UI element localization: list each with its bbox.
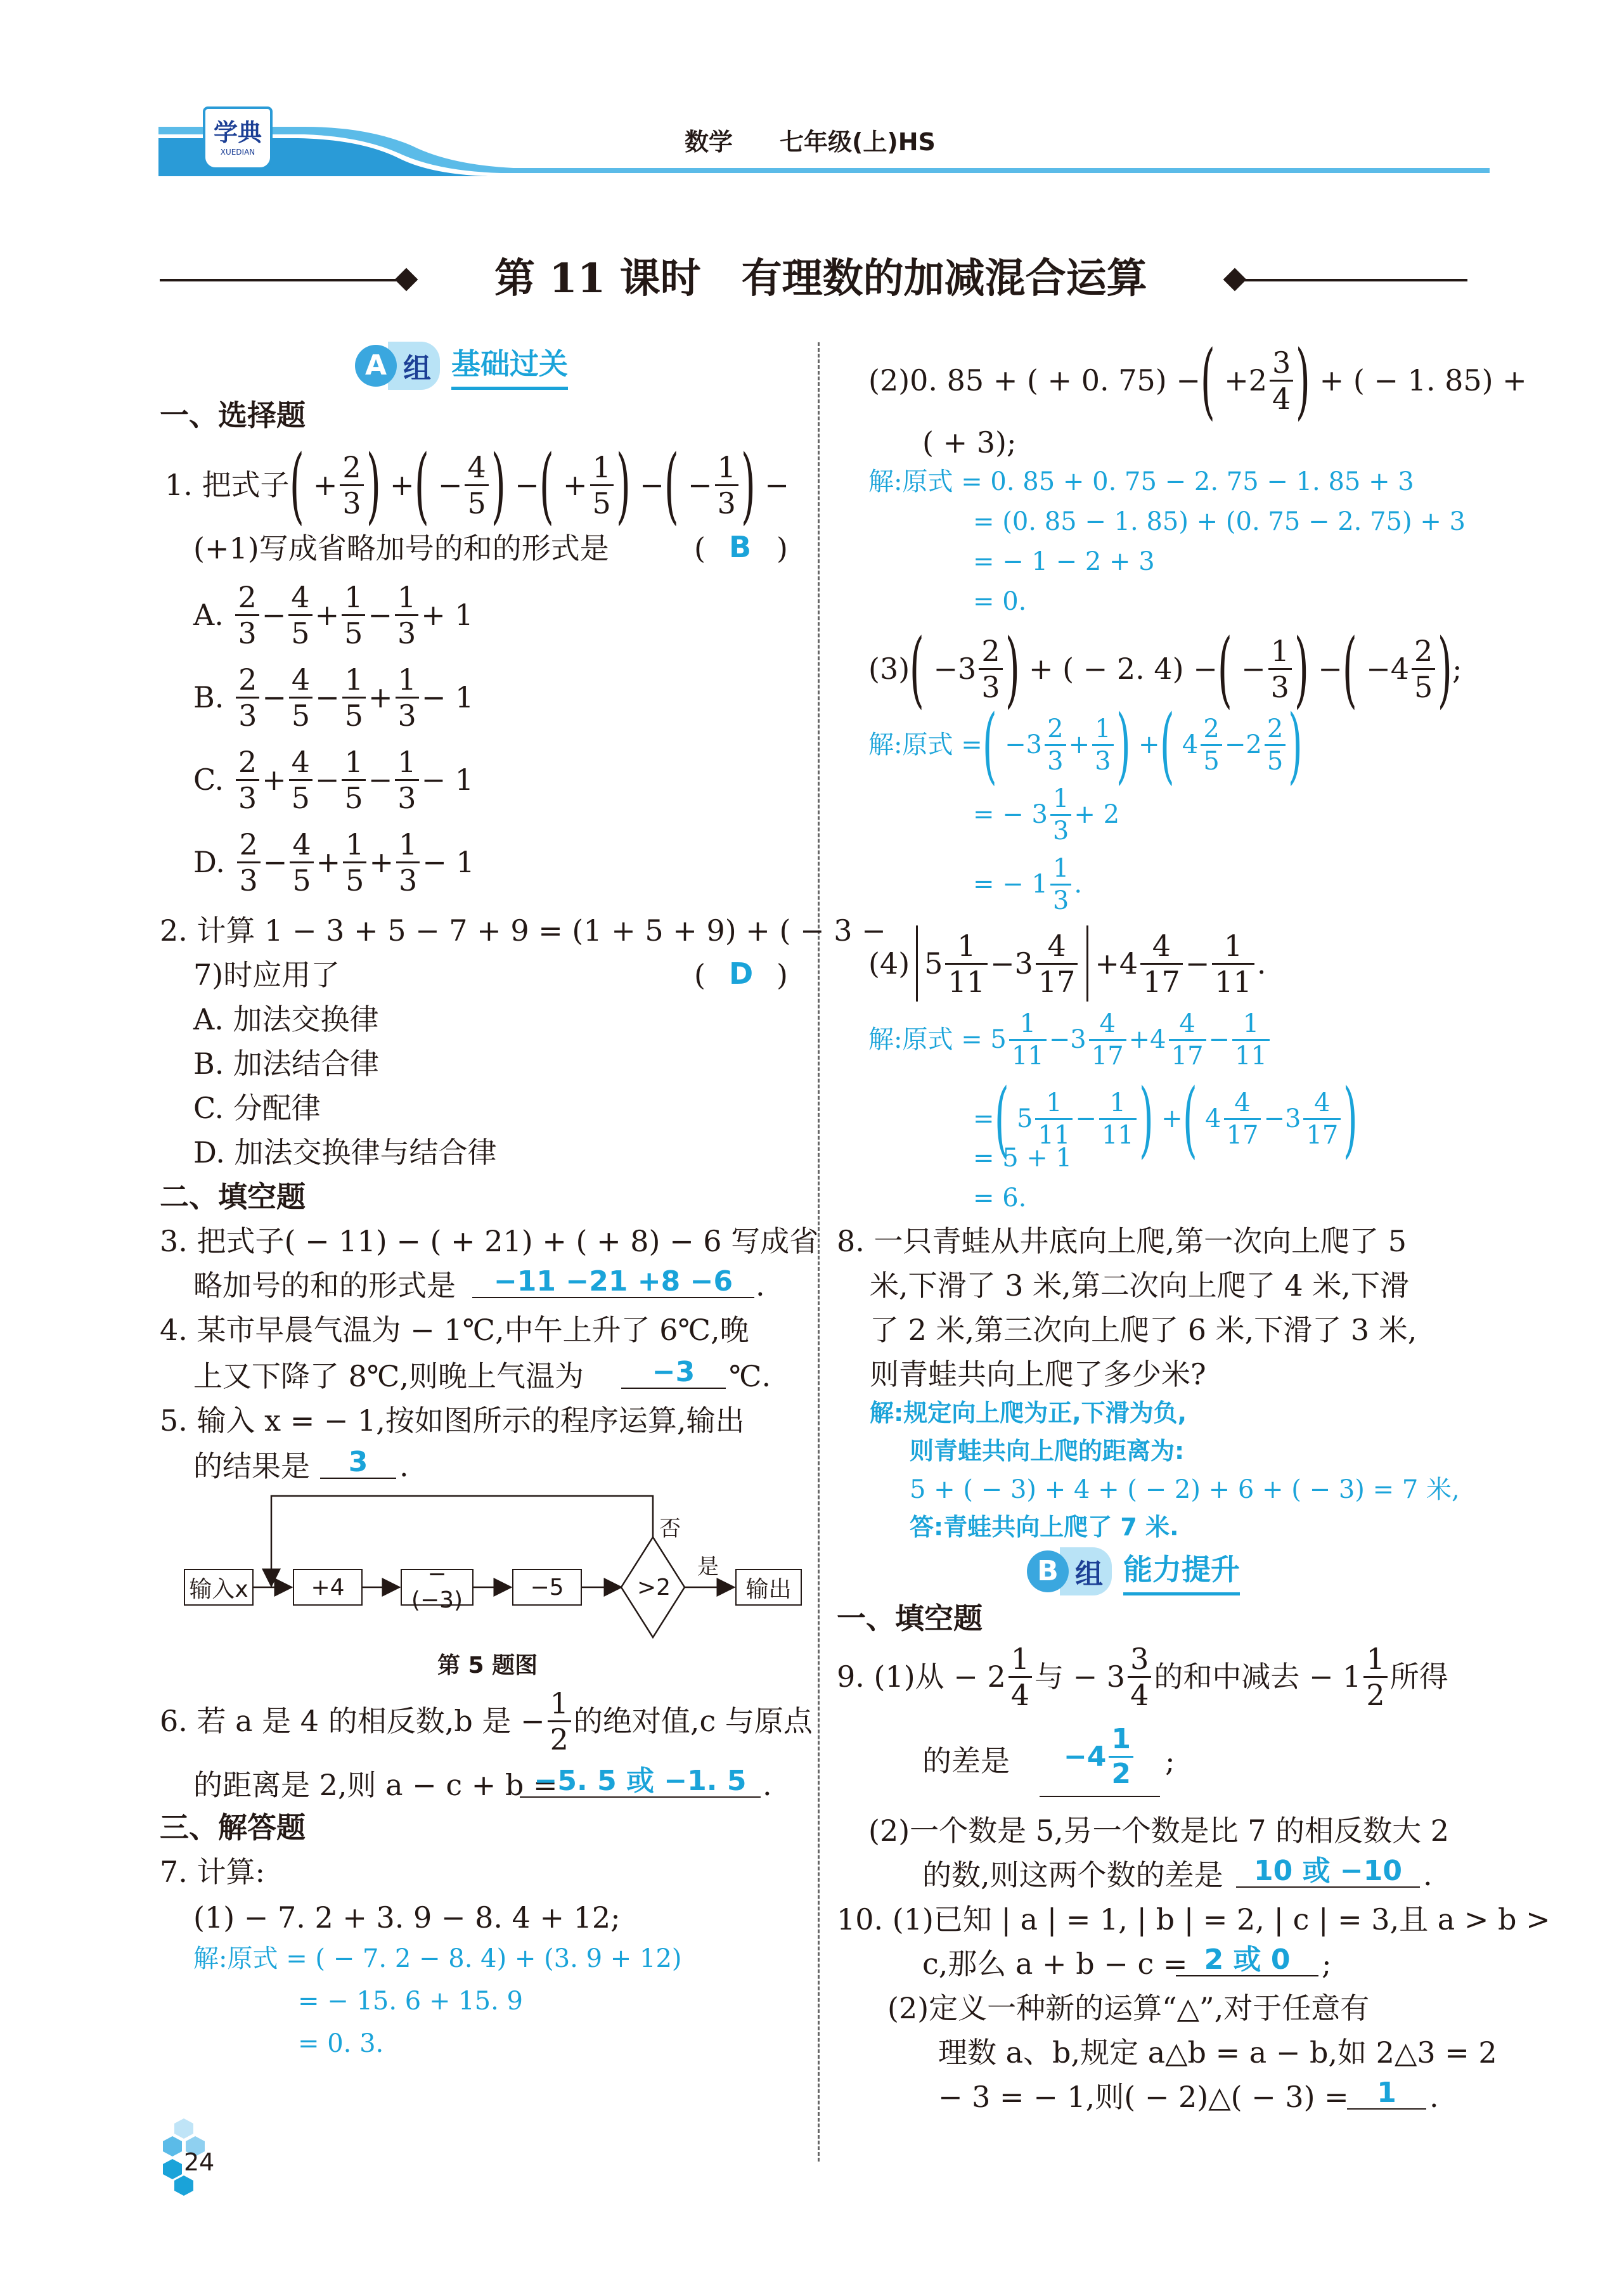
frac-num: 1 [1268,634,1292,670]
group-zu: 组 [1060,1547,1112,1595]
option-letter: D. [193,845,225,879]
flow-minusneg3-box: −(−3) [401,1569,474,1606]
q1-option-c[interactable]: C. $\frac{2}{3}$ + $\frac{4}{5}$ − $\frac{1}{5}$ − $\frac{1}{3}$ − 1 [193,738,474,821]
q2-option-b[interactable]: B. 加法结合律 [193,1047,380,1081]
q8-sol-line4: 答:青蛙共向上爬了 7 米. [910,1513,1179,1541]
frac-num: 1 [342,745,365,781]
q9-text: 与 − 3 [1034,1660,1126,1694]
q8-line4: 则青蛙共向上爬了多少米? [870,1357,1206,1391]
frac-num: 2 [1201,714,1221,746]
section-heading: 一、选择题 [160,398,306,432]
frac-num: 1 [1099,1088,1137,1120]
logo-badge [203,106,273,170]
q7-sol2-line4: = 0. [973,587,1027,616]
frac-den: 5 [467,486,486,520]
q2-option-d[interactable]: D. 加法交换律与结合律 [193,1135,497,1170]
q2-line2: 7)时应用了 [193,958,340,992]
frac-den: 5 [592,486,611,520]
q6-answer: −5. 5 或 −1. 5 [520,1766,761,1798]
q1-answer: B [729,530,752,564]
frac-num: 4 [289,745,313,781]
answer-bracket-right: ) [777,531,788,565]
frac-num: 3 [1270,345,1293,382]
frac-den: 3 [1052,886,1069,915]
q2-option-a[interactable]: A. 加法交换律 [193,1002,379,1036]
frac-num: 1 [396,827,420,863]
frac-num: 2 [1412,634,1435,670]
q7-text: + ( − 1. 85) + [1319,363,1527,397]
frac-den: 3 [1095,746,1111,776]
lesson-title: 第 11 课时 有理数的加减混合运算 [494,255,1147,302]
q3-line2: 略加号的和的形式是 [193,1268,456,1303]
q10-line1: 10. (1)已知 | a | = 1, | b | = 2, | c | = 3,且 a > b > [837,1902,1550,1937]
frac-num: 2 [235,580,259,616]
flow-output-box: 输出 [735,1569,802,1606]
frac-den: 3 [342,486,361,520]
frac-num: 2 [340,450,363,486]
group-label: 基础过关 [451,341,568,390]
q8-line2: 米,下滑了 3 米,第二次向上爬了 4 米,下滑 [870,1268,1409,1303]
frac-den: 4 [1130,1677,1149,1712]
frac-den: 5 [1414,669,1433,704]
flow-caption: 第 5 题图 [437,1653,538,1679]
q9-end2: . [1423,1858,1433,1892]
q7-sol-text: 解:原式 = [868,730,983,759]
q7-text: (4) [868,946,910,981]
group-a-badge [355,341,568,390]
frac-num: 4 [1303,1088,1341,1120]
logo-en: XUEDIAN [220,148,255,157]
title-rule-right [1239,279,1467,281]
frac-num: 2 [1045,714,1066,746]
q7-sol2-line2: = (0. 85 − 1. 85) + (0. 75 − 2. 75) + 3 [973,507,1466,536]
header-grade: 七年级(上)HS [780,128,936,156]
q10-part2-line3: − 3 = − 1,则( − 2)△( − 3) = [938,2080,1349,2114]
flow-yes: 是 [697,1554,719,1580]
frac-num: 2 [979,634,1002,670]
q9-answer1 [1040,1718,1160,1797]
q6-text: 的绝对值,c 与原点 [573,1704,813,1738]
q9-line1 [837,1635,1448,1718]
q1-stem: 1. 把式子 ( + $\frac{2}{3}$ ) + ( − $\frac{4}{5}$ ) − ( + $\frac{1}{5}$ ) − ( − $\frac{1}{3}$ ) − [165,437,789,533]
frac-den: 2 [1111,1758,1131,1790]
q10-line2: c,那么 a + b − c = [922,1947,1188,1981]
q10-end1: ; [1322,1947,1332,1981]
group-b-badge [1027,1547,1240,1595]
frac-num: 4 [465,450,488,486]
frac-den: 3 [397,615,416,650]
frac-num: 4 [1140,929,1183,965]
frac-den: 3 [238,615,257,650]
q8-sol-line3: 5 + ( − 3) + 4 + ( − 2) + 6 + ( − 3) = 7 米, [910,1475,1460,1504]
q7-part4: (4) 5 1 11 −3 4 17 +4 4 17 − 1 11 . [868,922,1266,1005]
option-letter: C. [193,763,224,797]
q7-sol4-line4: = 6. [973,1183,1027,1213]
section-heading: 二、填空题 [160,1180,306,1214]
q7-sol1-line2: = − 15. 6 + 15. 9 [298,1987,523,2016]
q10-end2: . [1429,2080,1439,2114]
q7-part1: (1) − 7. 2 + 3. 9 − 8. 4 + 12; [193,1900,621,1935]
frac-den: 3 [238,780,257,815]
q1-stem-text: 把式子 [202,468,290,502]
frac-num: 1 [1035,1088,1073,1120]
answer-bracket-left: ( [694,958,706,992]
frac-den: 3 [1047,746,1064,776]
q7-sol-text: 解:原式 = 5 [868,1025,1007,1054]
q7-sol3-line3: = − 1 $\frac{1}{3}$ . [973,853,1083,915]
q9-text: 所得 [1389,1660,1448,1694]
q9-part2-line2: 的数,则这两个数的差是 [922,1858,1223,1892]
q7-text: (3) [868,652,910,686]
q6-end: . [763,1768,772,1802]
group-letter: B [1027,1550,1069,1592]
q7-sol2-line3: = − 1 − 2 + 3 [973,547,1155,576]
frac-num: 4 [1036,929,1078,965]
q5-answer: 3 [320,1447,396,1479]
group-zu: 组 [388,342,440,390]
frac-den: 3 [397,698,416,733]
q9-answer2: 10 或 −10 [1236,1856,1420,1888]
frac-num: 2 [1265,714,1286,746]
frac-num: 1 [1009,1642,1032,1678]
frac-den: 5 [344,698,363,733]
flow-input-box: 输入x [184,1569,254,1606]
q6-text: 6. 若 a 是 4 的相反数,b 是 [160,1704,512,1738]
q8-sol-line2: 则青蛙共向上爬的距离为: [910,1437,1185,1465]
frac-num: 4 [290,827,313,863]
q7-part2-cont: ( + 3); [922,425,1017,460]
frac-num: 4 [1169,1009,1206,1041]
frac-den: 3 [239,863,258,898]
frac-num: 1 [945,929,988,965]
frac-den: 3 [397,780,416,815]
q7-sol4-line3: = 5 + 1 [973,1144,1073,1173]
frac-num: 1 [548,1686,571,1722]
frac-den: 3 [1052,816,1069,846]
frac-num: 1 [342,580,365,616]
q5-line1: 5. 输入 x = − 1,按如图所示的程序运算,输出 [160,1403,745,1438]
frac-num: 1 [1092,714,1113,746]
frac-den: 5 [291,780,310,815]
frac-num: 4 [1224,1088,1261,1120]
q4-answer: −3 [621,1357,726,1389]
q9-text: 9. (1)从 − 2 [837,1660,1006,1694]
frac-den: 3 [1270,669,1289,704]
q10-answer1: 2 或 0 [1176,1945,1318,1976]
frac-den: 4 [1272,381,1291,416]
frac-num: 1 [1109,1723,1133,1758]
q7-sol4-line1: 解:原式 = 5 1 11 −3 4 17 +4 4 17 − 1 11 [868,1002,1272,1078]
group-label: 能力提升 [1123,1547,1240,1595]
q1-stem-line2: (+1)写成省略加号的和的形式是 [193,531,609,565]
q7-sol1-line1: 解:原式 = ( − 7. 2 − 8. 4) + (3. 9 + 12) [193,1944,682,1973]
q10-part2-line1: (2)定义一种新的运算“△”,对于任意有 [887,1991,1370,2025]
frac-den: 3 [717,486,736,520]
q7-sol3-line2: = − 3 $\frac{1}{3}$ + 2 [973,783,1120,846]
q7-sol2-line1: 解:原式 = 0. 85 + 0. 75 − 2. 75 − 1. 85 + 3 [868,467,1414,496]
flow-condition: >2 [637,1575,671,1601]
section-heading: 一、填空题 [837,1601,983,1635]
q2-answer: D [729,957,754,991]
diamond-icon [395,268,418,292]
q9-part2-line1: (2)一个数是 5,另一个数是比 7 的相反数大 2 [868,1814,1450,1848]
frac-num: 4 [289,662,313,699]
frac-den: 2 [550,1722,569,1756]
q8-line3: 了 2 米,第三次向上爬了 6 米,下滑了 3 米, [870,1313,1417,1347]
flow-minus5-box: −5 [512,1569,582,1606]
q6-line2: 的距离是 2,则 a − c + b = [193,1768,558,1802]
q9-line2: 的差是 [922,1744,1010,1778]
q1-option-a[interactable]: A. $\frac{2}{3}$ − $\frac{4}{5}$ + $\frac{1}{5}$ − $\frac{1}{3}$ + 1 [193,574,474,656]
section-heading: 三、解答题 [160,1810,306,1845]
frac-num: 1 [1363,1642,1387,1678]
q10-part2-line2: 理数 a、b,规定 a△b = a − b,如 2△3 = 2 [938,2035,1497,2070]
frac-den: 5 [344,780,363,815]
q1-num: 1. [165,468,193,502]
group-letter: A [355,345,397,387]
q7-text: (2)0. 85 + ( + 0. 75) − [868,363,1201,397]
frac-num: 4 [1089,1009,1126,1041]
q3-answer: −11 −21 +8 −6 [472,1266,754,1298]
q3-line1: 3. 把式子( − 11) − ( + 21) + ( + 8) − 6 写成省 [160,1224,819,1258]
frac-num: 1 [342,662,366,699]
frac-den: 3 [981,669,1000,704]
frac-num: 1 [590,450,614,486]
flow-no: 否 [659,1516,681,1542]
frac-num: 1 [1050,783,1071,816]
frac-den: 5 [291,615,310,650]
header-subject: 数学 [685,128,733,156]
q8-line1: 8. 一只青蛙从井底向上爬,第一次向上爬了 5 [837,1224,1407,1258]
frac-den: 5 [1266,746,1284,776]
option-letter: B. [193,680,224,714]
q5-end: . [399,1449,409,1483]
q4-line1: 4. 某市早晨气温为 − 1℃,中午上升了 6℃,晚 [160,1313,749,1347]
frac-den: 5 [345,863,364,898]
q7-sol1-line3: = 0. 3. [298,2029,384,2058]
q7-part2: (2)0. 85 + ( + 0. 75) − ( +2 $\frac{3}{4}$ ) + ( − 1. 85) + [868,332,1527,429]
frac-den: 5 [1203,746,1220,776]
frac-num: 2 [237,827,261,863]
frac-num: 1 [715,450,738,486]
page-number: 24 [184,2148,215,2176]
frac-den: 5 [292,863,311,898]
frac-den: 5 [291,698,311,733]
frac-num: 1 [1009,1009,1047,1041]
flow-plus4-box: +4 [293,1569,363,1606]
frac-num: 4 [288,580,312,616]
answer-bracket-left: ( [694,531,706,565]
q1-option-b[interactable]: B. $\frac{2}{3}$ − $\frac{4}{5}$ − $\frac{1}{5}$ + $\frac{1}{3}$ − 1 [193,656,474,738]
q3-end: . [756,1268,765,1303]
q6-line1: 6. 若 a 是 4 的相反数,b 是 − $\frac{1}{2}$ 的绝对值,c 与原点 [160,1680,813,1762]
frac-num: 1 [396,662,419,699]
frac-num: 1 [395,580,418,616]
q7-sol3-line1: 解:原式 = ( −3 $\frac{2}{3}$ + $\frac{1}{3}$ ) + ( 4 $\frac{2}{5}$ −2 $\frac{2}{5}$ ) [868,697,1303,793]
q1-option-d[interactable]: D. $\frac{2}{3}$ − $\frac{4}{5}$ + $\frac{1}{5}$ + $\frac{1}{3}$ − 1 [193,821,475,903]
q9-text: 的和中减去 − 1 [1154,1660,1362,1694]
q9-end1: ; [1165,1744,1175,1778]
q7-part3: (3) ( −3 $\frac{2}{3}$ ) + ( − 2. 4) − ( − $\frac{1}{3}$ ) − ( −4 $\frac{2}{5}$ ) ; [868,621,1462,717]
q8-sol-line1: 解:规定向上爬为正,下滑为负, [870,1399,1187,1427]
frac-den: 2 [1366,1677,1385,1712]
logo-cn: 学典 [213,119,262,146]
q10-answer2: 1 [1347,2078,1426,2110]
frac-num: 3 [1128,1642,1151,1678]
frac-num: 1 [1050,853,1071,886]
option-letter: A. [193,598,224,632]
title-rule-left [160,279,407,281]
frac-den: 4 [1010,1677,1030,1712]
frac-num: 1 [343,827,366,863]
q5-line2: 的结果是 [193,1449,310,1483]
frac-num: 1 [395,745,418,781]
frac-den: 3 [398,863,418,898]
q4-line2: 上又下降了 8℃,则晚上气温为 [193,1359,584,1393]
frac-den: 3 [238,698,257,733]
q2-line1: 2. 计算 1 − 3 + 5 − 7 + 9 = (1 + 5 + 9) + ( − 3 − [160,913,886,948]
q7-intro: 7. 计算: [160,1855,266,1889]
q9-answer1-int: −4 [1063,1741,1107,1773]
frac-num: 2 [236,745,259,781]
q7-sol4-line2: = ( 5 1 11 − 1 11 ) + ( 4 4 17 −3 4 17 ) [973,1071,1358,1167]
q2-option-c[interactable]: C. 分配律 [193,1091,321,1125]
answer-bracket-right: ) [777,958,788,992]
frac-num: 2 [236,662,259,699]
frac-num: 1 [1232,1009,1270,1041]
frac-num: 1 [1212,929,1254,965]
frac-den: 5 [344,615,363,650]
q4-end: ℃. [729,1359,771,1393]
